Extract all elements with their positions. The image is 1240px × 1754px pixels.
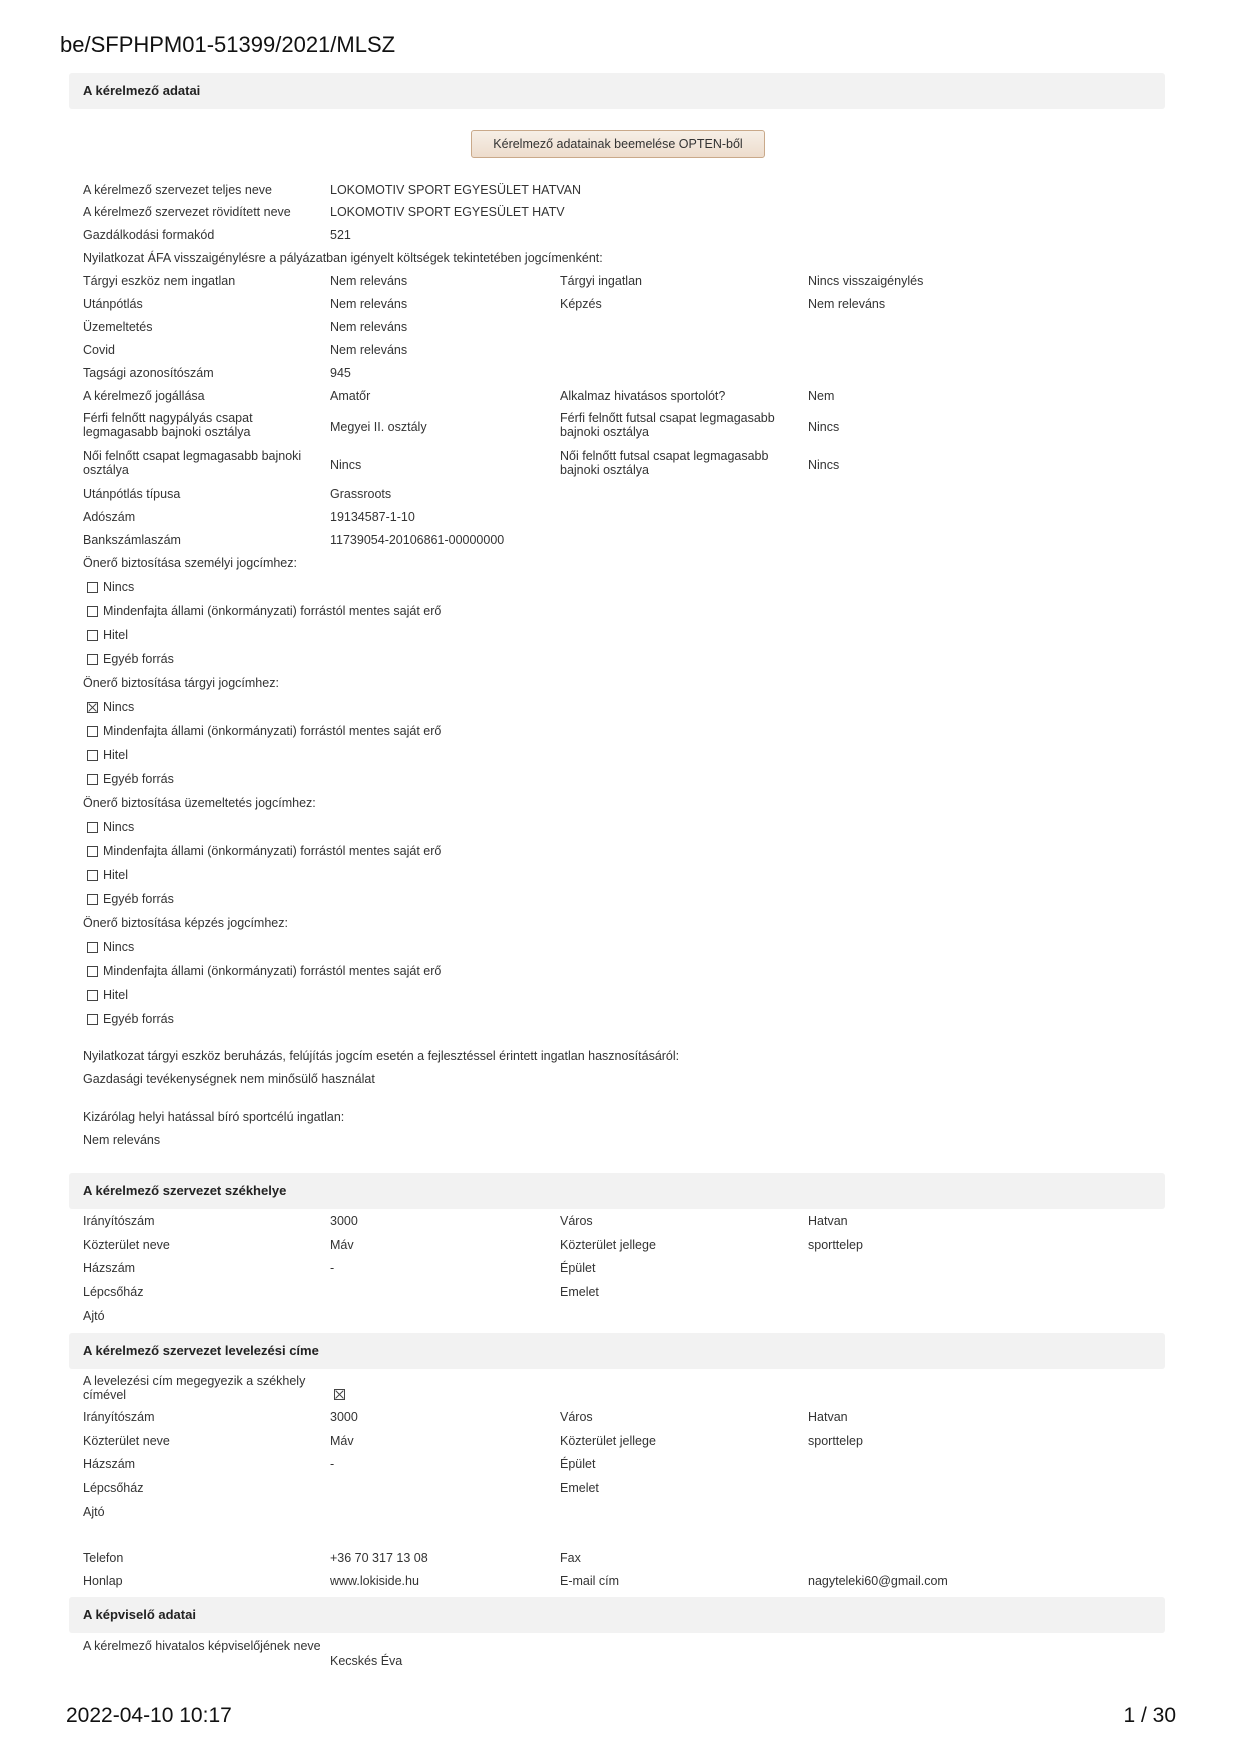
own-funds-2-checkbox-2[interactable] <box>87 870 98 881</box>
vat-youth-value: Nem releváns <box>330 297 408 311</box>
vat-training-value: Nem releváns <box>808 297 886 311</box>
form-code-label: Gazdálkodási formakód <box>83 228 215 242</box>
own-funds-1-checkbox-3[interactable] <box>87 774 98 785</box>
own-funds-1-checkbox-0[interactable] <box>87 702 98 713</box>
mailing-building-label: Épület <box>560 1457 596 1471</box>
own-funds-option-label: Egyéb forrás <box>103 652 174 666</box>
own-funds-option-label: Mindenfajta állami (önkormányzati) forrástól mentes saját erő <box>103 724 442 738</box>
page-number: 1 / 30 <box>1123 1704 1176 1727</box>
phone-label: Telefon <box>83 1551 124 1565</box>
own-funds-1-checkbox-1[interactable] <box>87 726 98 737</box>
mailing-zip-label: Irányítószám <box>83 1410 155 1424</box>
tax-number-value: 19134587-1-10 <box>330 510 415 524</box>
pro-athletes-value: Nem <box>808 389 835 403</box>
seat-street-type-label: Közterület jellege <box>560 1238 656 1252</box>
own-funds-1-checkbox-2[interactable] <box>87 750 98 761</box>
vat-asset-label: Tárgyi eszköz nem ingatlan <box>83 274 236 288</box>
vat-property-value: Nincs visszaigénylés <box>808 274 924 288</box>
women-value: Nincs <box>330 458 362 472</box>
own-funds-group-title: Önerő biztosítása képzés jogcímhez: <box>83 916 288 930</box>
own-funds-option-label: Mindenfajta állami (önkormányzati) forrástól mentes saját erő <box>103 964 442 978</box>
own-funds-option-label: Hitel <box>103 988 129 1002</box>
email-label: E-mail cím <box>560 1574 620 1588</box>
own-funds-option-label: Egyéb forrás <box>103 892 174 906</box>
own-funds-2-checkbox-0[interactable] <box>87 822 98 833</box>
own-funds-3-checkbox-3[interactable] <box>87 1014 98 1025</box>
mailing-same-label: A levelezési cím megegyezik a székhely címével <box>83 1374 306 1402</box>
short-name-value: LOKOMOTIV SPORT EGYESÜLET HATV <box>330 205 565 219</box>
vat-asset-value: Nem releváns <box>330 274 408 288</box>
seat-city-label: Város <box>560 1214 593 1228</box>
men-field-label: Férfi felnőtt nagypályás csapat legmagasabb bajnoki osztálya <box>83 411 253 439</box>
women-label: Női felnőtt csapat legmagasabb bajnoki osztálya <box>83 449 302 477</box>
section-title: A képviselő adatai <box>83 1607 196 1622</box>
own-funds-option-label: Hitel <box>103 628 129 642</box>
seat-stair-label: Lépcsőház <box>83 1285 144 1299</box>
own-funds-2-checkbox-3[interactable] <box>87 894 98 905</box>
youth-type-value: Grassroots <box>330 487 392 501</box>
seat-floor-label: Emelet <box>560 1285 599 1299</box>
legal-status-label: A kérelmező jogállása <box>83 389 205 403</box>
own-funds-option-label: Nincs <box>103 820 135 834</box>
seat-door-label: Ajtó <box>83 1309 105 1323</box>
section-title: A kérelmező adatai <box>83 83 201 98</box>
own-funds-group-title: Önerő biztosítása tárgyi jogcímhez: <box>83 676 279 690</box>
mailing-door-label: Ajtó <box>83 1505 105 1519</box>
full-name-label: A kérelmező szervezet teljes neve <box>83 183 272 197</box>
own-funds-option-label: Hitel <box>103 748 129 762</box>
form-code-value: 521 <box>330 228 351 242</box>
pro-athletes-label: Alkalmaz hivatásos sportolót? <box>560 389 726 403</box>
mailing-city-label: Város <box>560 1410 593 1424</box>
website-value: www.lokiside.hu <box>330 1574 419 1588</box>
mailing-zip-value: 3000 <box>330 1410 358 1424</box>
vat-operation-value: Nem releváns <box>330 320 408 334</box>
mailing-street-type-value: sporttelep <box>808 1434 863 1448</box>
women-futsal-label: Női felnőtt futsal csapat legmagasabb bajnoki osztálya <box>560 449 769 477</box>
own-funds-option-label: Nincs <box>103 580 135 594</box>
fax-label: Fax <box>560 1551 581 1565</box>
section-title: A kérelmező szervezet levelezési címe <box>83 1343 319 1358</box>
vat-statement-label: Nyilatkozat ÁFA visszaigénylésre a pályázatban igényelt költségek tekintetében jogcímenként: <box>83 251 603 265</box>
mailing-same-checkbox[interactable] <box>334 1389 345 1400</box>
local-impact-value: Nem releváns <box>83 1133 161 1147</box>
phone-value: +36 70 317 13 08 <box>330 1551 428 1565</box>
own-funds-3-checkbox-2[interactable] <box>87 990 98 1001</box>
mailing-house-label: Házszám <box>83 1457 136 1471</box>
seat-zip-label: Irányítószám <box>83 1214 155 1228</box>
own-funds-option-label: Nincs <box>103 700 135 714</box>
women-futsal-value: Nincs <box>808 458 840 472</box>
seat-zip-value: 3000 <box>330 1214 358 1228</box>
seat-street-label: Közterület neve <box>83 1238 170 1252</box>
email-value: nagyteleki60@gmail.com <box>808 1574 948 1588</box>
usage-declaration-label: Nyilatkozat tárgyi eszköz beruházás, felújítás jogcím esetén a fejlesztéssel érintett ingatlan hasznosításáról: <box>83 1049 680 1063</box>
vat-training-label: Képzés <box>560 297 602 311</box>
section-title: A kérelmező szervezet székhelye <box>83 1183 287 1198</box>
mailing-street-label: Közterület neve <box>83 1434 170 1448</box>
legal-status-value: Amatőr <box>330 389 371 403</box>
own-funds-option-label: Egyéb forrás <box>103 772 174 786</box>
own-funds-option-label: Mindenfajta állami (önkormányzati) forrástól mentes saját erő <box>103 604 442 618</box>
vat-covid-label: Covid <box>83 343 115 357</box>
mailing-city-value: Hatvan <box>808 1410 848 1424</box>
section-header-mailing <box>69 1333 1165 1369</box>
tax-number-label: Adószám <box>83 510 136 524</box>
men-field-value: Megyei II. osztály <box>330 420 427 434</box>
usage-declaration-value: Gazdasági tevékenységnek nem minősülő használat <box>83 1072 375 1086</box>
seat-street-type-value: sporttelep <box>808 1238 863 1252</box>
representative-name-value: Kecskés Éva <box>330 1654 403 1668</box>
import-from-opten-button[interactable]: Kérelmező adatainak beemelése OPTEN-ből <box>471 130 765 158</box>
youth-type-label: Utánpótlás típusa <box>83 487 181 501</box>
own-funds-option-label: Hitel <box>103 868 129 882</box>
seat-building-label: Épület <box>560 1261 596 1275</box>
section-header-applicant <box>69 73 1165 109</box>
seat-house-label: Házszám <box>83 1261 136 1275</box>
representative-name-label: A kérelmező hivatalos képviselőjének neve <box>83 1639 321 1653</box>
mailing-floor-label: Emelet <box>560 1481 599 1495</box>
mailing-street-value: Máv <box>330 1434 354 1448</box>
own-funds-0-checkbox-3[interactable] <box>87 654 98 665</box>
own-funds-0-checkbox-0[interactable] <box>87 582 98 593</box>
vat-operation-label: Üzemeltetés <box>83 320 153 334</box>
full-name-value: LOKOMOTIV SPORT EGYESÜLET HATVAN <box>330 183 581 197</box>
seat-city-value: Hatvan <box>808 1214 848 1228</box>
website-label: Honlap <box>83 1574 123 1588</box>
mailing-house-value: - <box>330 1457 335 1471</box>
section-header-representative <box>69 1597 1165 1633</box>
print-datetime: 2022-04-10 10:17 <box>66 1704 232 1727</box>
own-funds-option-label: Nincs <box>103 940 135 954</box>
men-futsal-label: Férfi felnőtt futsal csapat legmagasabb bajnoki osztálya <box>560 411 775 439</box>
own-funds-option-label: Mindenfajta állami (önkormányzati) forrástól mentes saját erő <box>103 844 442 858</box>
men-futsal-value: Nincs <box>808 420 840 434</box>
own-funds-0-checkbox-2[interactable] <box>87 630 98 641</box>
seat-house-value: - <box>330 1261 335 1275</box>
bank-account-value: 11739054-20106861-00000000 <box>330 533 505 547</box>
vat-covid-value: Nem releváns <box>330 343 408 357</box>
document-reference: be/SFPHPM01-51399/2021/MLSZ <box>60 32 396 57</box>
local-impact-label: Kizárólag helyi hatással bíró sportcélú ingatlan: <box>83 1110 345 1124</box>
short-name-label: A kérelmező szervezet rövidített neve <box>83 205 291 219</box>
own-funds-3-checkbox-1[interactable] <box>87 966 98 977</box>
own-funds-group-title: Önerő biztosítása üzemeltetés jogcímhez: <box>83 796 316 810</box>
own-funds-0-checkbox-1[interactable] <box>87 606 98 617</box>
section-header-seat <box>69 1173 1165 1209</box>
vat-youth-label: Utánpótlás <box>83 297 143 311</box>
own-funds-3-checkbox-0[interactable] <box>87 942 98 953</box>
mailing-street-type-label: Közterület jellege <box>560 1434 656 1448</box>
own-funds-group-title: Önerő biztosítása személyi jogcímhez: <box>83 556 297 570</box>
bank-account-label: Bankszámlaszám <box>83 533 181 547</box>
own-funds-2-checkbox-1[interactable] <box>87 846 98 857</box>
member-id-value: 945 <box>330 366 351 380</box>
own-funds-option-label: Egyéb forrás <box>103 1012 174 1026</box>
member-id-label: Tagsági azonosítószám <box>83 366 214 380</box>
seat-street-value: Máv <box>330 1238 354 1252</box>
vat-property-label: Tárgyi ingatlan <box>560 274 642 288</box>
mailing-stair-label: Lépcsőház <box>83 1481 144 1495</box>
